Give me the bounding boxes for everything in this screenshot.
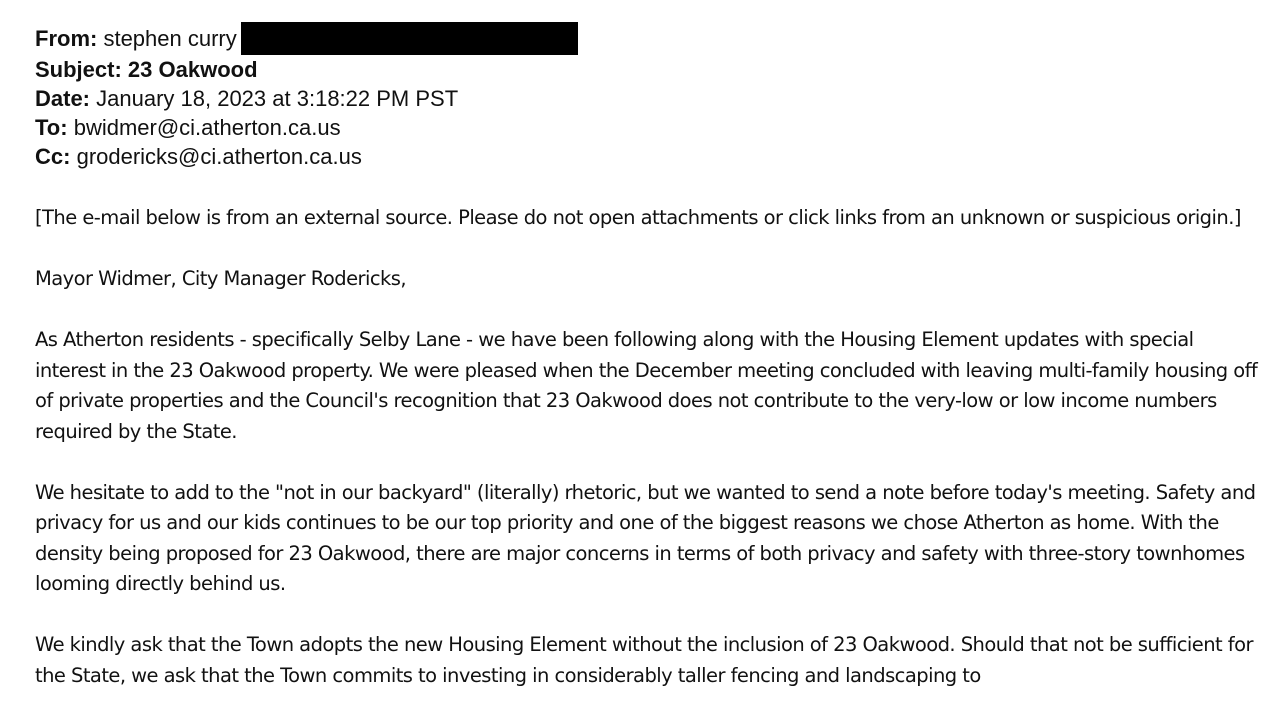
email-body: [35, 203, 1265, 691]
cc-value: grodericks@ci.atherton.ca.us: [76, 144, 362, 169]
to-value: bwidmer@ci.atherton.ca.us: [73, 115, 341, 140]
subject-label: Subject:: [35, 57, 122, 82]
body-paragraph-2: We hesitate to add to the "not in our backyard" (literally) rhetoric, but we wanted to send a note before today's meeting. Safety and privacy for us and our kids continues to be our top priority and one of the biggest reasons we chose Atherton as home. With the density being proposed for 23 Oakwood, there are major concerns in terms of both privacy and safety with three-story townhomes looming directly behind us.: [35, 480, 1256, 595]
to-line: [35, 113, 1265, 142]
email-document: [35, 22, 1265, 722]
redaction-box: [241, 22, 578, 55]
subject-value: 23 Oakwood: [127, 57, 258, 82]
subject-line: [35, 55, 1265, 84]
cc-line: [35, 142, 1265, 171]
greeting: Mayor Widmer, City Manager Rodericks,: [35, 267, 407, 290]
to-label: To:: [35, 115, 68, 140]
from-label: From:: [35, 26, 98, 51]
date-value: January 18, 2023 at 3:18:22 PM PST: [96, 86, 459, 111]
body-paragraph-1: As Atherton residents - specifically Selby Lane - we have been following along with the Housing Element updates with special interest in the 23 Oakwood property. We were pleased when the December meeting concluded with leaving multi-family housing off of private properties and the Council's recognition that 23 Oakwood does not contribute to the very-low or low income numbers required by the State.: [35, 328, 1258, 443]
email-header: [35, 22, 1265, 171]
body-paragraph-3: We kindly ask that the Town adopts the new Housing Element without the inclusion of 23 Oakwood. Should that not be sufficient for the State, we ask that the Town commits to investing in considerably taller fencing and landscaping to: [35, 633, 1253, 687]
from-line: [35, 22, 1265, 55]
date-line: [35, 84, 1265, 113]
external-source-notice: [The e-mail below is from an external source. Please do not open attachments or click links from an unknown or suspicious origin.]: [35, 206, 1241, 229]
from-value: stephen curry: [103, 26, 237, 51]
date-label: Date:: [35, 86, 91, 111]
cc-label: Cc:: [35, 144, 71, 169]
